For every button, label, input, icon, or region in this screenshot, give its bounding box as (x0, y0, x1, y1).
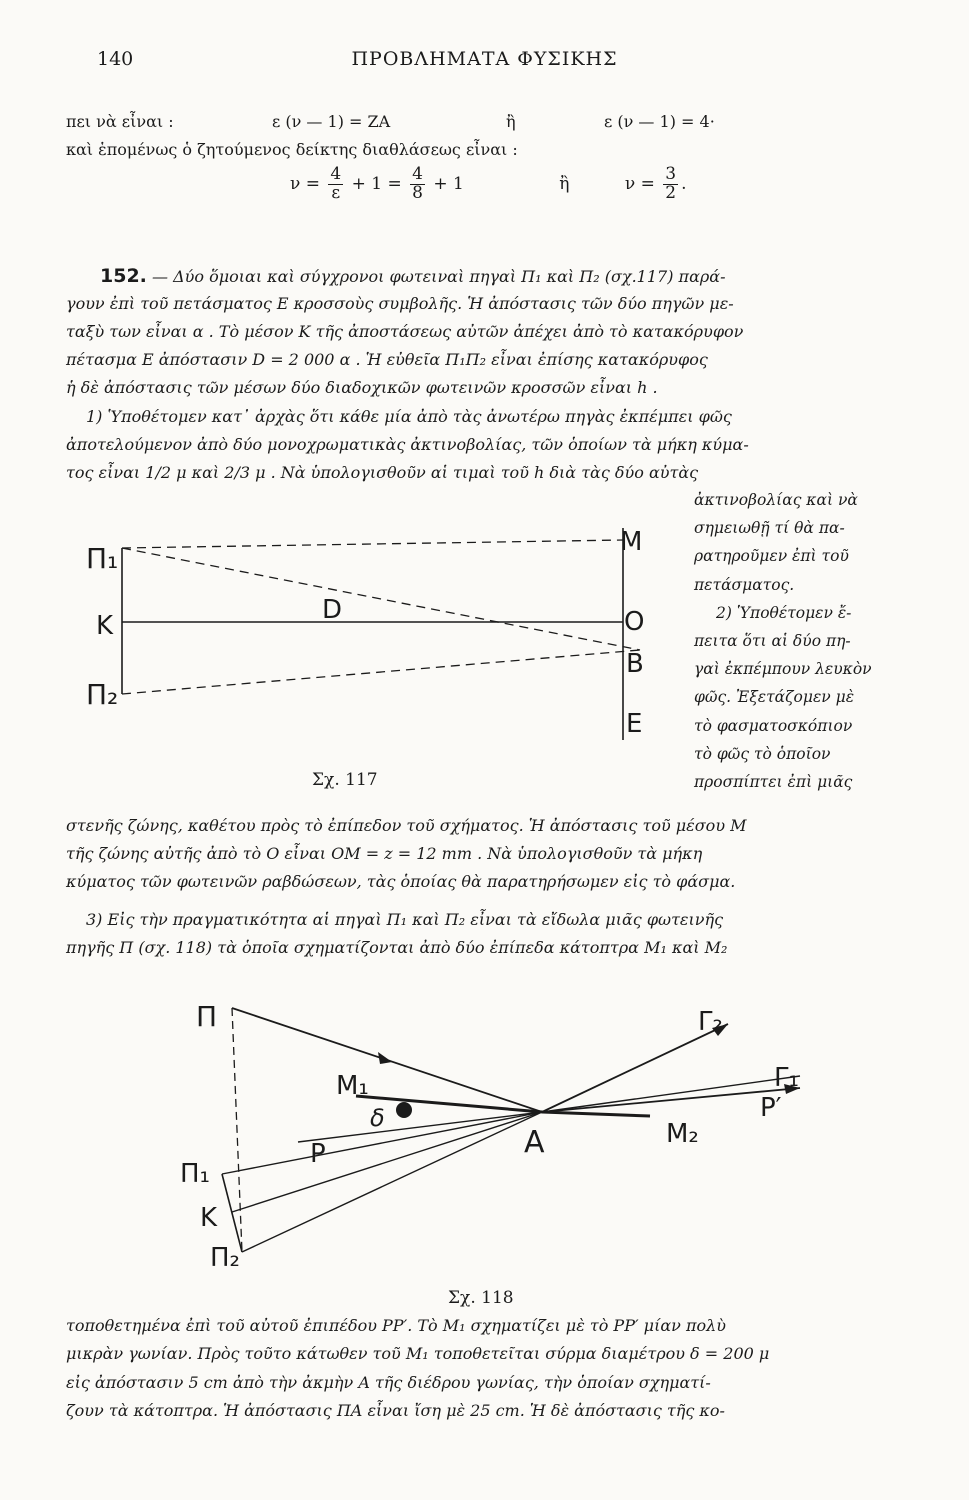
text-line (66, 112, 906, 131)
side-line: ρατηροῦμεν ἐπὶ τοῦ (694, 547, 849, 565)
source-line-p1p2 (222, 1174, 242, 1252)
label-p: Π (196, 1000, 218, 1033)
side-line: ἀκτινοβολίας καὶ νὰ (694, 491, 858, 509)
text-line: καὶ ἑπομένως ὁ ζητούμενος δείκτης διαθλάσεως εἶναι : (66, 140, 518, 159)
label-p-prime: P′ (760, 1093, 782, 1123)
side-line: προσπίπτει ἐπὶ μιᾶς (694, 773, 853, 791)
index-equation (290, 166, 686, 203)
fraction-denominator: 8 (412, 182, 423, 203)
fraction-numerator: 3 (665, 164, 677, 184)
ray-p2-a (242, 1112, 542, 1252)
figure-117-caption: Σχ. 117 (312, 770, 378, 790)
fraction-numerator: 4 (412, 164, 423, 184)
label-b: B (626, 649, 644, 679)
label-p-plane: P (310, 1139, 326, 1169)
fraction (328, 166, 343, 203)
problem-line: ἀποτελούμενον ἀπὸ δύο μονοχρωματικὰς ἀκτινοβολίας, τῶν ὁποίων τὰ μήκη κύμα- (66, 435, 749, 454)
side-line: 2) Ὑποθέτομεν ἔ- (716, 604, 852, 622)
label-g1: Γ₁ (774, 1063, 799, 1093)
problem-line: εἰς ἀπόστασιν 5 cm ἀπὸ τὴν ἀκμὴν Α τῆς διέδρου γωνίας, τὴν ὁποίαν σχηματί- (66, 1373, 711, 1392)
label-m: M (620, 527, 643, 557)
figure-118-caption: Σχ. 118 (448, 1288, 514, 1308)
problem-line: πέτασμα Ε ἀπόστασιν D = 2 000 α . Ἡ εὐθεῖα Π₁Π₂ εἶναι ἐπίσης κατακόρυφος (66, 350, 708, 369)
eq-part: + 1 (433, 173, 464, 194)
running-title: ΠΡΟΒΛΗΜΑΤΑ ΦΥΣΙΚΗΣ (351, 48, 618, 70)
ray-p1-b (122, 548, 640, 650)
side-line: σημειωθῇ τί θὰ πα- (694, 519, 845, 537)
side-line: τὸ φασματοσκόπιον (694, 717, 853, 735)
figure-118 (180, 990, 840, 1280)
label-p2: Π₂ (210, 1243, 240, 1273)
equation-fragment: ε (ν — 1) = ΖΑ (272, 112, 391, 131)
label-e: E (626, 709, 643, 739)
wire-dot (396, 1102, 412, 1118)
label-a: A (524, 1125, 545, 1160)
label-k: K (96, 611, 114, 641)
side-line: φῶς. Ἐξετάζομεν μὲ (694, 688, 855, 706)
fraction-denominator: ε (331, 182, 341, 203)
eq-part: + 1 = (351, 173, 402, 194)
page-header (0, 48, 969, 78)
label-k: K (200, 1203, 218, 1233)
eq-part: ν = (290, 173, 320, 194)
eq-part: ἢ (559, 173, 570, 194)
problem-line: κύματος τῶν φωτεινῶν ραβδώσεων, τὰς ὁποίας θὰ παρατηρήσωμεν εἰς τὸ φάσμα. (66, 872, 736, 891)
label-m2: M₂ (666, 1119, 699, 1149)
eq-part: . (681, 173, 687, 194)
problem-line: ζουν τὰ κάτοπτρα. Ἡ ἀπόστασις ΠΑ εἶναι ἴση μὲ 25 cm. Ἡ δὲ ἀπόστασις τῆς κο- (66, 1401, 725, 1420)
ray-p1-m (122, 540, 623, 548)
fraction-denominator: 2 (665, 182, 677, 203)
label-p1: Π₁ (180, 1159, 210, 1189)
problem-line: ἡ δὲ ἀπόστασις τῶν μέσων δύο διαδοχικῶν φωτεινῶν κροσσῶν εἶναι h . (66, 378, 658, 397)
problem-line: μικρὰν γωνίαν. Πρὸς τοῦτο κάτωθεν τοῦ Μ₁ τοποθετεῖται σύρμα διαμέτρου δ = 200 μ (66, 1344, 770, 1363)
problem-line: 3) Εἰς τὴν πραγματικότητα αἱ πηγαὶ Π₁ καὶ Π₂ εἶναι τὰ εἴδωλα μιᾶς φωτεινῆς (86, 910, 724, 929)
problem-line: τῆς ζώνης αὐτῆς ἀπὸ τὸ Ο εἶναι ΟΜ = z = 12 mm . Νὰ ὑπολογισθοῦν τὰ μήκη (66, 844, 703, 863)
problem-line (100, 265, 940, 287)
side-line: πειτα ὅτι αἱ δύο πη- (694, 632, 851, 650)
side-line: τὸ φῶς τὸ ὁποῖον (694, 745, 831, 763)
label-d: D (322, 595, 343, 625)
page-number: 140 (97, 48, 134, 70)
problem-line: τος εἶναι 1/2 μ καὶ 2/3 μ . Νὰ ὑπολογισθοῦν αἱ τιμαὶ τοῦ h διὰ τὰς δύο αὐτὰς (66, 463, 699, 482)
fraction (663, 166, 678, 203)
problem-line: γουν ἐπὶ τοῦ πετάσματος Ε κροσσοὺς συμβολῆς. Ἡ ἀπόστασις τῶν δύο πηγῶν με- (66, 294, 734, 313)
problem-line: τοποθετημένα ἐπὶ τοῦ αὐτοῦ ἐπιπέδου PP′. Τὸ Μ₁ σχηματίζει μὲ τὸ PP′ μίαν πολὺ (66, 1316, 726, 1335)
label-p2: Π₂ (86, 678, 119, 711)
equation-fragment: ε (ν — 1) = 4· (604, 112, 715, 131)
ray-p2-b (122, 650, 640, 694)
fraction (410, 166, 425, 203)
side-line: πετάσματος. (694, 576, 795, 594)
problem-line: πηγῆς Π (σχ. 118) τὰ ὁποῖα σχηματίζονται ἀπὸ δύο ἐπίπεδα κάτοπτρα Μ₁ καὶ Μ₂ (66, 938, 728, 957)
plane-p-line (298, 1112, 542, 1142)
label-m1: M₁ (336, 1071, 369, 1101)
problem-number: 152. (100, 265, 147, 287)
label-delta: δ (370, 1104, 385, 1132)
side-line: γαὶ ἐκπέμπουν λευκὸν (694, 660, 872, 678)
ray-k-a (232, 1112, 542, 1212)
problem-line: ταξὺ των εἶναι α . Τὸ μέσον Κ τῆς ἀποστάσεως αὐτῶν ἀπέχει ἀπὸ τὸ κατακόρυφον (66, 322, 744, 341)
arrowhead-incident (378, 1052, 392, 1064)
problem-line: 1) Ὑποθέτομεν κατ᾽ ἀρχὰς ὅτι κάθε μία ἀπὸ τὰς ἀνωτέρω πηγὰς ἐκπέμπει φῶς (86, 407, 732, 426)
fraction-numerator: 4 (330, 164, 342, 184)
text-fragment: — Δύο ὅμοιαι καὶ σύγχρονοι φωτειναὶ πηγαὶ Π₁ καὶ Π₂ (σχ.117) παρά- (151, 267, 726, 286)
text-fragment: πει νὰ εἶναι : (66, 112, 174, 131)
mirror-m2 (542, 1112, 650, 1116)
label-g2: Γ₂ (698, 1007, 723, 1037)
label-o: O (624, 607, 645, 637)
figure-117 (80, 510, 680, 750)
eq-part: ν = (624, 173, 655, 194)
mirror-symmetry-dashed-line (232, 1008, 242, 1252)
label-p1: Π₁ (86, 542, 119, 575)
text-fragment: ἢ (506, 112, 516, 131)
problem-line: στενῆς ζώνης, καθέτου πρὸς τὸ ἐπίπεδον τοῦ σχήματος. Ἡ ἀπόστασις τοῦ μέσου Μ (66, 816, 747, 835)
